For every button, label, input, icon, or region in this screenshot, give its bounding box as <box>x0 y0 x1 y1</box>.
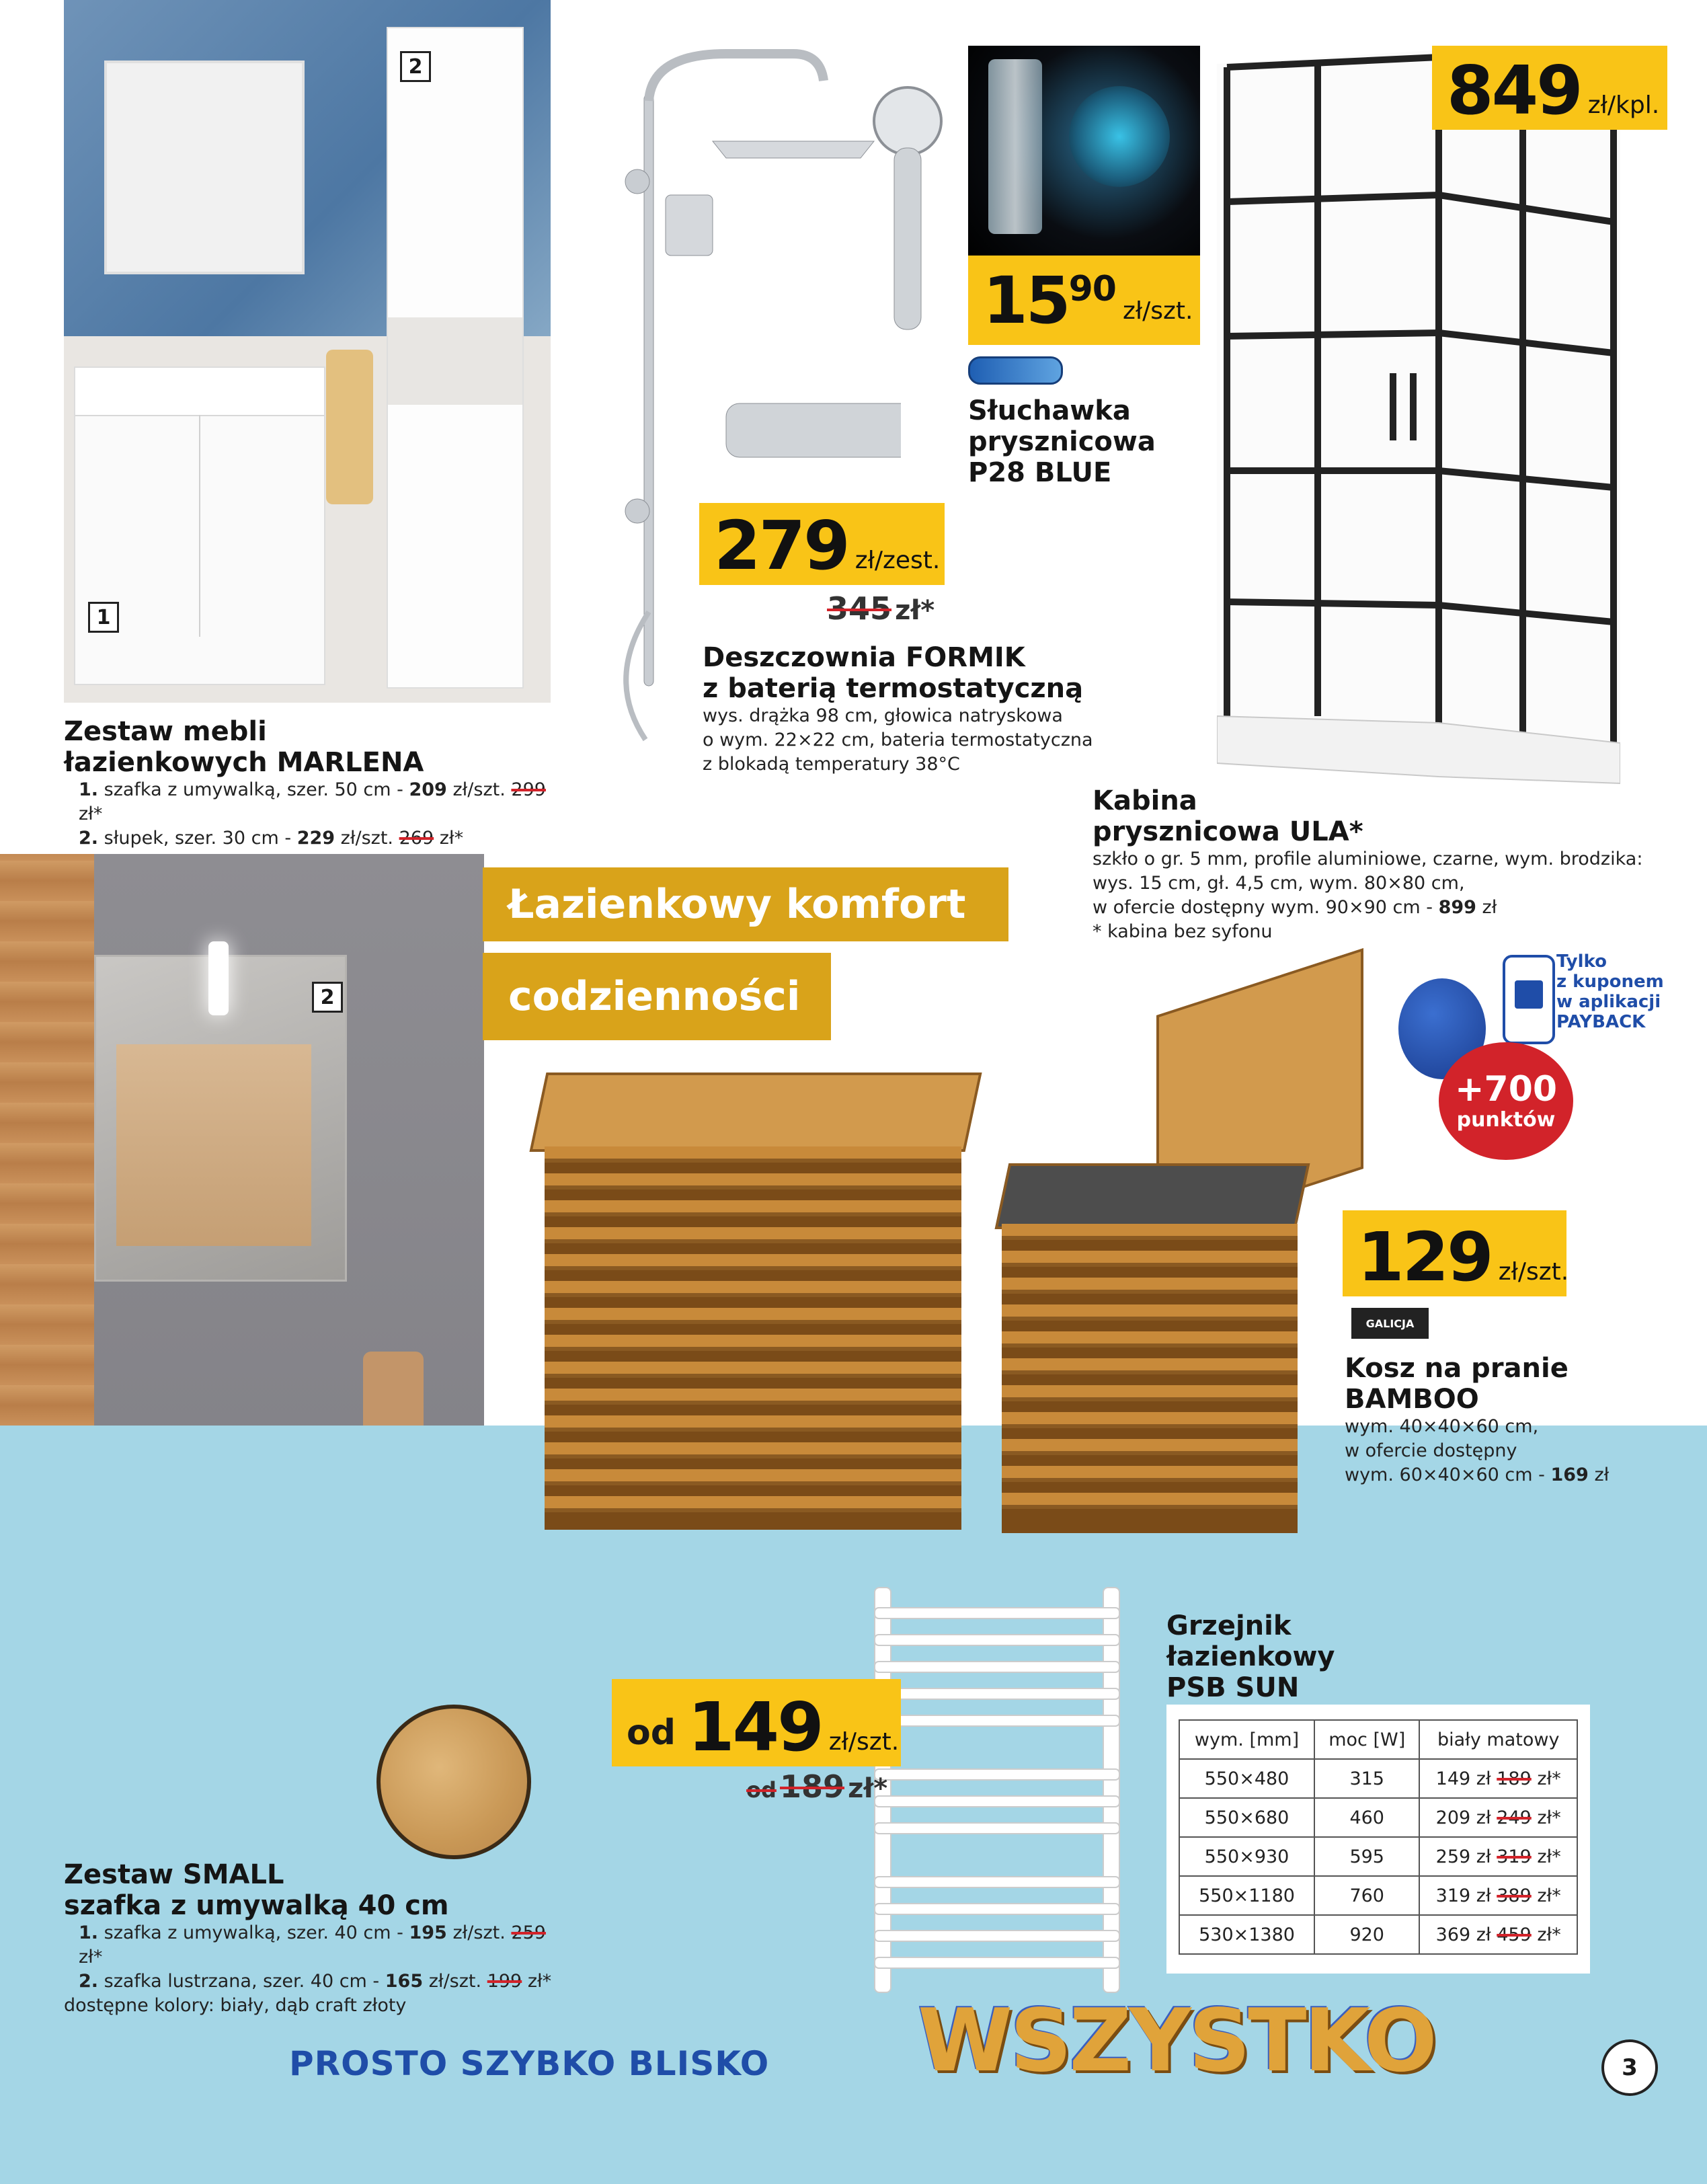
sluchawka-price-box <box>968 256 1200 345</box>
payback-points-label: punktów <box>1456 1108 1556 1132</box>
radiator-table-panel <box>1166 1705 1590 1974</box>
kabina-desc-2: wys. 15 cm, gł. 4,5 cm, wym. 80×80 cm, <box>1093 873 1465 894</box>
table-row: 530×1380 920 369 zł 459 zł* <box>1179 1915 1577 1954</box>
kabina-desc-1: szkło o gr. 5 mm, profile aluminiowe, czarne, wym. brodzika: <box>1093 849 1643 869</box>
kabina-footnote: * kabina bez syfonu <box>1093 921 1273 942</box>
sluchawka-unit: zł/szt. <box>1122 297 1193 325</box>
marlena-item-2: 2. słupek, szer. 30 cm - 229 zł/szt. 269 zł* <box>79 828 464 849</box>
bamboo-text <box>1345 1353 1694 1487</box>
bamboo-desc-1: wym. 40×40×60 cm, <box>1345 1416 1539 1437</box>
marlena-sink-cabinet <box>74 366 325 685</box>
table-header-dim: wym. [mm] <box>1179 1720 1314 1759</box>
kabina-desc-3: w ofercie dostępny wym. 90×90 cm - 899 zł <box>1093 897 1497 918</box>
payback-line-2: z kuponem <box>1556 972 1664 992</box>
payback-text <box>1556 951 1664 1032</box>
table-row: 550×480 315 149 zł 189 zł* <box>1179 1759 1577 1798</box>
bamboo-basket-large <box>538 1072 968 1543</box>
kabina-title-2: prysznicowa ULA* <box>1093 816 1363 847</box>
grzejnik-unit: zł/szt. <box>828 1728 900 1756</box>
formik-text <box>703 642 1106 777</box>
marlena-badge-2: 2 <box>400 51 431 82</box>
grzejnik-old-price: od 189 zł* <box>746 1768 888 1805</box>
small-title-1: Zestaw SMALL <box>64 1859 284 1890</box>
oak-color-swatch <box>376 1705 531 1859</box>
bamboo-price: 129 <box>1357 1218 1492 1296</box>
payback-points-badge <box>1439 1042 1573 1160</box>
marlena-photo <box>64 0 551 703</box>
small-item-1: 1. szafka z umywalką, szer. 40 cm - 195 zł/szt. 259 zł* <box>79 1922 546 1967</box>
payback-points: +700 <box>1454 1069 1558 1109</box>
banner-text-1: Łazienkowy komfort <box>508 881 966 928</box>
table-header-price: biały matowy <box>1419 1720 1577 1759</box>
wszystko-logo <box>918 1984 1482 2098</box>
bamboo-title-2: BAMBOO <box>1345 1384 1479 1415</box>
bamboo-desc-2: w ofercie dostępny <box>1345 1440 1517 1461</box>
grzejnik-title-3: PSB SUN <box>1166 1672 1300 1703</box>
small-text <box>64 1859 575 2018</box>
banner-line-2 <box>483 953 831 1040</box>
wszystko-logo-text: WSZYSTKO <box>918 1990 1435 2091</box>
formik-title-1: Deszczownia FORMIK <box>703 642 1025 673</box>
small-lamp <box>208 941 229 1015</box>
grzejnik-text <box>1166 1610 1435 1703</box>
marlena-title-2: łazienkowych MARLENA <box>64 747 424 778</box>
kabina-price-box <box>1432 46 1667 130</box>
small-badge-2: 2 <box>312 982 343 1013</box>
marlena-towel <box>326 350 373 504</box>
small-title-2: szafka z umywalką 40 cm <box>64 1890 449 1921</box>
kabina-price: 849 <box>1447 51 1581 130</box>
formik-unit: zł/zest. <box>855 547 941 574</box>
radiator-image <box>874 1587 1123 1990</box>
grzejnik-prefix: od <box>627 1713 676 1753</box>
payback-line-4: PAYBACK <box>1556 1012 1646 1032</box>
sluchawka-photo <box>968 46 1200 256</box>
bamboo-desc-3: wym. 60×40×60 cm - 169 zł <box>1345 1465 1610 1485</box>
formik-price-box <box>699 503 945 585</box>
grzejnik-title-1: Grzejnik <box>1166 1610 1292 1641</box>
formik-desc-1: wys. drążka 98 cm, głowica natryskowa <box>703 705 1063 726</box>
kabina-photo <box>1217 50 1620 790</box>
table-header-power: moc [W] <box>1314 1720 1419 1759</box>
grzejnik-price: 149 <box>687 1688 822 1766</box>
kabina-title-1: Kabina <box>1093 785 1197 816</box>
kabina-unit: zł/kpl. <box>1587 91 1660 119</box>
marlena-text <box>64 716 575 851</box>
sluchawka-price-cents: 90 <box>1068 269 1116 309</box>
payback-line-3: w aplikacji <box>1556 992 1661 1012</box>
sluchawka-title-3: P28 BLUE <box>968 457 1112 488</box>
marlena-mirror <box>104 61 305 274</box>
handshower-image <box>867 81 948 336</box>
handshower-photo <box>867 81 948 336</box>
payback-line-1: Tylko <box>1556 951 1607 972</box>
payback-phone-icon <box>1503 955 1555 1044</box>
page-number-badge <box>1601 2039 1658 2096</box>
sluchawka-price: 15 <box>983 262 1069 338</box>
table-row: 550×1180 760 319 zł 389 zł* <box>1179 1876 1577 1915</box>
sluchawka-brand-logo <box>968 356 1063 385</box>
grzejnik-price-box <box>612 1679 901 1766</box>
small-item-2: 2. szafka lustrzana, szer. 40 cm - 165 zł/szt. 199 zł* <box>79 1971 552 1992</box>
footer-slogan: PROSTO SZYBKO BLISKO <box>289 2044 770 2083</box>
grzejnik-title-2: łazienkowy <box>1166 1641 1335 1672</box>
table-row: 550×680 460 209 zł 249 zł* <box>1179 1798 1577 1837</box>
formik-old-price: 345 zł* <box>827 590 935 627</box>
table-header-row <box>1179 1720 1577 1759</box>
shower-cabin-image <box>1217 50 1620 790</box>
sluchawka-text <box>968 395 1190 488</box>
bamboo-unit: zł/szt. <box>1498 1258 1569 1286</box>
banner-text-2: codzienności <box>508 973 801 1020</box>
marlena-item-1: 1. szafka z umywalką, szer. 50 cm - 209 zł/szt. 299 zł* <box>79 779 546 824</box>
bamboo-basket-small <box>1002 982 1378 1547</box>
table-row: 550×930 595 259 zł 319 zł* <box>1179 1837 1577 1876</box>
small-colors: dostępne kolory: biały, dąb craft złoty <box>64 1995 407 2016</box>
formik-title-2: z baterią termostatyczną <box>703 673 1084 704</box>
page-number: 3 <box>1622 2054 1638 2081</box>
marlena-tall-cabinet <box>387 27 524 689</box>
radiator-price-table <box>1179 1719 1578 1955</box>
bamboo-brand-logo <box>1351 1308 1429 1339</box>
marlena-title-1: Zestaw mebli <box>64 716 267 747</box>
sluchawka-title-2: prysznicowa <box>968 426 1156 457</box>
kabina-text <box>1093 785 1698 944</box>
marlena-badge-1: 1 <box>88 602 119 633</box>
banner-line-1 <box>483 867 1008 941</box>
formik-desc-3: z blokadą temperatury 38°C <box>703 754 960 775</box>
sluchawka-title-1: Słuchawka <box>968 395 1131 426</box>
bamboo-title-1: Kosz na pranie <box>1345 1353 1569 1384</box>
formik-price: 279 <box>714 506 848 585</box>
bamboo-price-box <box>1343 1210 1569 1296</box>
formik-desc-2: o wym. 22×22 cm, bateria termostatyczna <box>703 730 1093 750</box>
bamboo-brand: GALICJA <box>1365 1317 1415 1330</box>
